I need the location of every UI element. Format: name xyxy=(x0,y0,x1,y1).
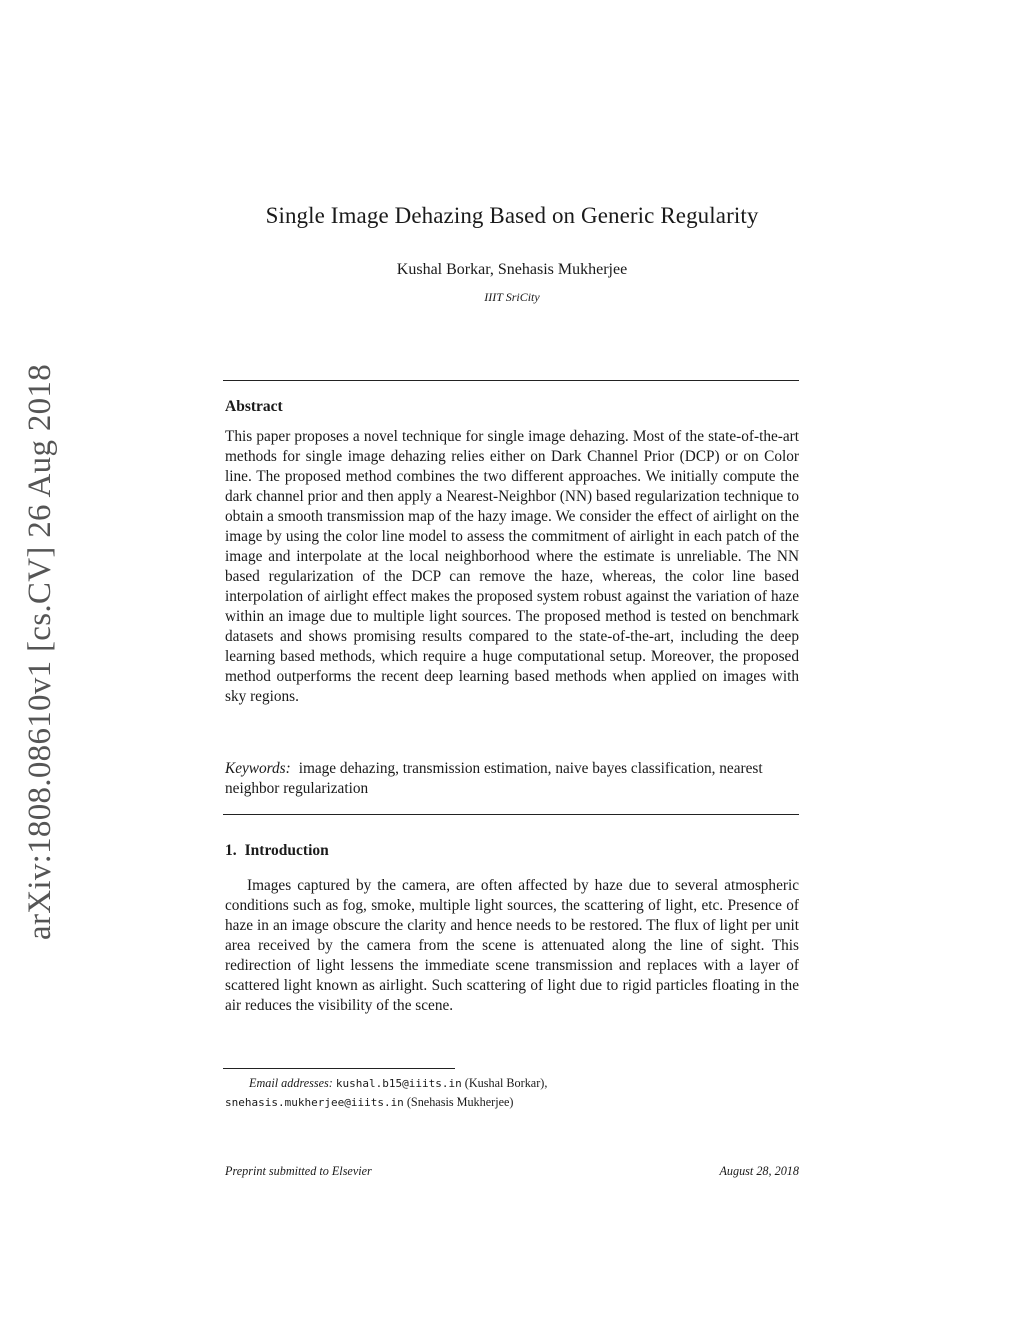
affiliation: IIIT SriCity xyxy=(484,290,540,304)
footer-preprint: Preprint submitted to Elsevier xyxy=(225,1164,372,1178)
keywords xyxy=(225,759,799,799)
email-owner-2: (Snehasis Mukherjee) xyxy=(406,1095,514,1109)
section-number: 1. xyxy=(225,842,237,859)
abstract-heading: Abstract xyxy=(225,398,283,415)
footnote-rule xyxy=(223,1068,455,1069)
footnote-label: Email addresses: xyxy=(249,1076,333,1090)
abstract-top-rule xyxy=(223,380,799,381)
section-heading-introduction xyxy=(225,842,329,860)
paper-title: Single Image Dehazing Based on Generic Regularity xyxy=(265,203,759,228)
authors: Kushal Borkar, Snehasis Mukherjee xyxy=(396,261,628,278)
abstract-body xyxy=(225,427,799,707)
footer-date: August 28, 2018 xyxy=(719,1164,799,1178)
introduction-paragraph: Images captured by the camera, are often affected by haze due to several atmospheric conditions such as fog, smoke, multiple light sources, the scattering of light, etc. Presence of haze in an image obscure the clarity and hence needs to be restored. The flux of light per unit area received by the camera from the scene is attenuated along the line of sight. This redirection of light lessens the immediate scene transmission and replaces with a layer of scattered light known as airlight. Such scattering of light due to rigid particles floating in the air reduces the visibility of the scene. xyxy=(225,877,799,1014)
abstract-bottom-rule xyxy=(223,814,799,815)
keywords-text: image dehazing, transmission estimation, naive bayes classification, nearest neighbor regularization xyxy=(225,760,763,797)
footnote-emails xyxy=(225,1074,805,1112)
email-owner-1: (Kushal Borkar), xyxy=(464,1076,548,1090)
email-link-2[interactable]: snehasis.mukherjee@iiits.in xyxy=(225,1096,404,1109)
arxiv-stamp: arXiv:1808.08610v1 [cs.CV] 26 Aug 2018 xyxy=(22,363,58,940)
abstract-text: This paper proposes a novel technique for single image dehazing. Most of the state-of-the-art methods for single image dehazing relies either on Dark Channel Prior (DCP) or on Color line. The proposed method combines the two different approaches. We initially compute the dark channel prior and then apply a Nearest-Neighbor (NN) based regularization technique to obtain a smooth transmission map of the hazy image. We consider the effect of airlight on the image by using the color line model to assess the commitment of airlight in each patch of the image and interpolate at the local neighborhood where the estimate is unreliable. The NN based regularization of the DCP can remove the haze, whereas, the color line based interpolation of airlight effect makes the proposed system robust against the variation of haze within an image due to multiple light sources. The proposed method is tested on benchmark datasets and shows promising results compared to the state-of-the-art, including the deep learning based methods, which require a huge computational setup. Moreover, the proposed method outperforms the recent deep learning based methods when applied on images with sky regions. xyxy=(225,428,799,705)
section-title: Introduction xyxy=(244,842,329,859)
keywords-label: Keywords: xyxy=(225,760,291,777)
email-link-1[interactable]: kushal.b15@iiits.in xyxy=(335,1077,462,1090)
